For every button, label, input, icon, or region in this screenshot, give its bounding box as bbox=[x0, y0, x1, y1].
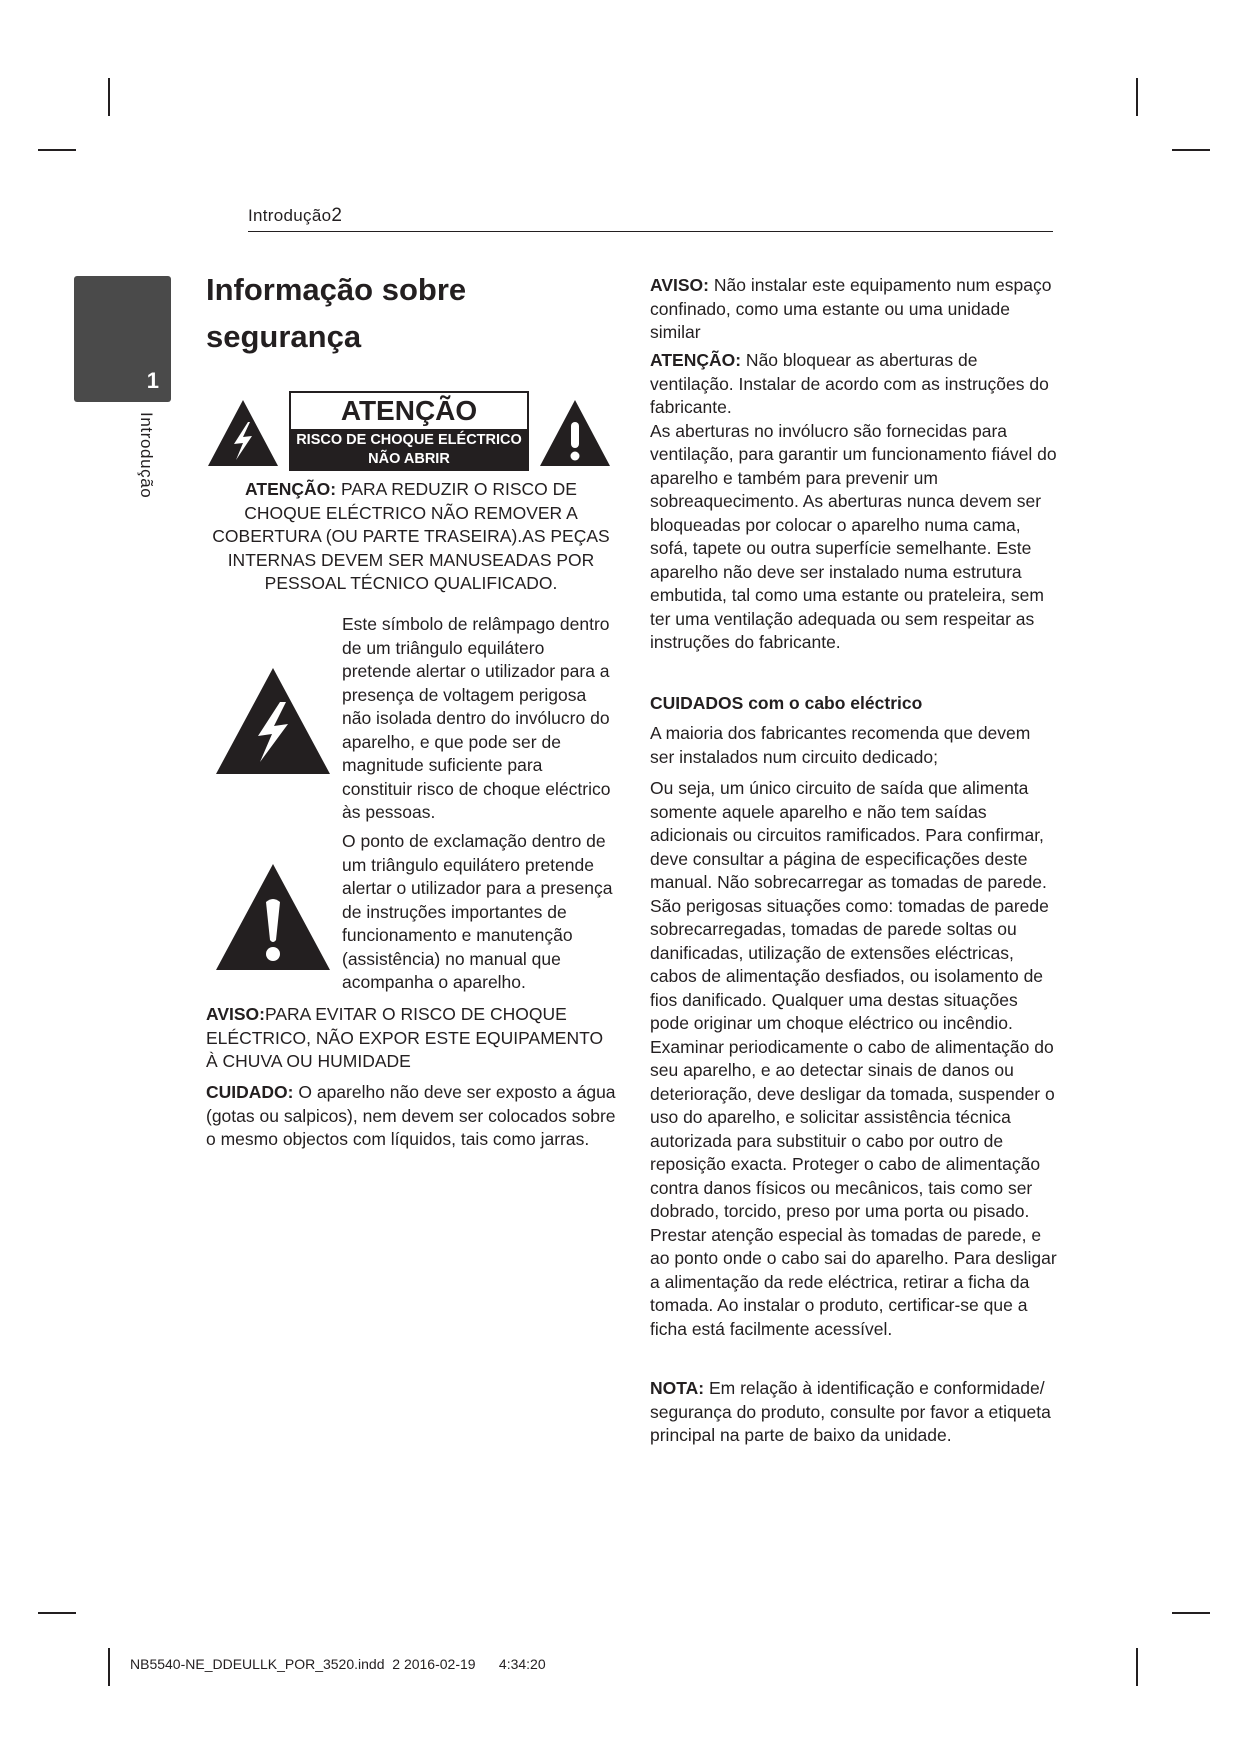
aviso-left-label: AVISO: bbox=[206, 1004, 265, 1024]
caution-main-label: ATENÇÃO: bbox=[245, 479, 337, 499]
lightning-symbol-icon bbox=[214, 666, 332, 776]
exclamation-symbol-text: O ponto de exclamação dentro de um triângulo equilátero pretende alertar o utilizador para a presença de instruções importantes de funcionamento e manutenção (assistência) no manual que acompanha o aparelho. bbox=[342, 831, 613, 992]
chapter-number: 1 bbox=[146, 368, 159, 393]
crop-mark bbox=[1172, 149, 1210, 151]
crop-mark bbox=[1172, 1612, 1210, 1614]
page-number: 2 bbox=[331, 205, 343, 226]
lightning-warning-icon bbox=[206, 398, 280, 468]
right-atencao-label: ATENÇÃO: bbox=[650, 350, 742, 370]
chapter-label: Introdução bbox=[137, 412, 156, 499]
warning-title: ATENÇÃO bbox=[340, 395, 478, 426]
crop-mark bbox=[38, 1612, 76, 1614]
footer-date: 2016-02-19 bbox=[403, 1656, 476, 1672]
crop-mark bbox=[38, 149, 76, 151]
footer-file: NB5540-NE_DDEULLK_POR_3520.indd bbox=[130, 1656, 385, 1672]
crop-mark bbox=[108, 1648, 110, 1686]
cuidado-text: O aparelho não deve ser exposto a água (gotas ou salpicos), nem devem ser colocados sobre o mesmo objectos com líquidos, tais como jarras. bbox=[206, 1082, 616, 1149]
title-line-2: segurança bbox=[206, 319, 362, 354]
footer-slug bbox=[130, 1656, 546, 1672]
cuidados-paragraph-1: A maioria dos fabricantes recomenda que devem ser instalados num circuito dedicado; bbox=[650, 723, 1031, 767]
caution-main-text: PARA REDUZIR O RISCO DE CHOQUE ELÉCTRICO NÃO REMOVER A COBERTURA (OU PARTE TRASEIRA).AS PEÇAS INTERNAS DEVEM SER MANUSEADAS POR PESSOAL TÉCNICO QUALIFICADO. bbox=[212, 479, 610, 593]
right-atencao-text2: As aberturas no invólucro são fornecidas para ventilação, para garantir um funcionamento fiável do aparelho e também para prevenir um sobreaquecimento. As aberturas nunca devem ser bloqueadas por colocar o aparelho numa cama, sofá, tapete ou outra superfície semelhante. Este aparelho não deve ser instalado numa estrutura embutida, tal como uma estante ou prateleira, sem ter uma ventilação adequada ou sem respeitar as instruções do fabricante. bbox=[650, 420, 1057, 652]
chapter-tab bbox=[74, 276, 171, 402]
cuidados-heading: CUIDADOS com o cabo eléctrico bbox=[650, 693, 923, 713]
aviso-left-text: PARA EVITAR O RISCO DE CHOQUE ELÉCTRICO, NÃO EXPOR ESTE EQUIPAMENTO À CHUVA OU HUMIDADE bbox=[206, 1004, 604, 1071]
right-aviso bbox=[650, 274, 1058, 345]
nota-label: NOTA: bbox=[650, 1378, 705, 1398]
warning-line-2: NÃO ABRIR bbox=[368, 451, 450, 467]
nota bbox=[650, 1377, 1058, 1448]
lightning-symbol-text: Este símbolo de relâmpago dentro de um triângulo equilátero pretende alertar o utilizador para a presença de voltagem perigosa não isolada dentro do invólucro do aparelho, e que pode ser de magnitude suficiente para constituir risco de choque eléctrico às pessoas. bbox=[342, 614, 611, 822]
footer-time: 4:34:20 bbox=[498, 1656, 546, 1672]
running-header bbox=[248, 205, 342, 227]
crop-mark bbox=[1136, 78, 1138, 116]
exclamation-symbol-icon bbox=[214, 862, 332, 972]
crop-mark bbox=[1136, 1648, 1138, 1686]
right-aviso-text: Não instalar este equipamento num espaço confinado, como uma estante ou uma unidade similar bbox=[650, 275, 1052, 342]
cuidado-label: CUIDADO: bbox=[206, 1082, 294, 1102]
header-rule bbox=[248, 231, 1053, 232]
right-aviso-label: AVISO: bbox=[650, 275, 709, 295]
header-section: Introdução bbox=[248, 206, 332, 225]
crop-mark bbox=[108, 78, 110, 116]
warning-band bbox=[291, 429, 527, 469]
right-atencao-text: Não bloquear as aberturas de ventilação. Instalar de acordo com as instruções do fabricante. bbox=[650, 350, 1049, 417]
title-line-1: Informação sobre bbox=[206, 272, 467, 307]
right-atencao bbox=[650, 349, 1058, 655]
caution-main bbox=[206, 478, 616, 596]
exclamation-warning-icon bbox=[538, 398, 612, 468]
warning-line-1: RISCO DE CHOQUE ELÉCTRICO bbox=[296, 432, 522, 448]
page-title bbox=[206, 266, 586, 360]
cuidados-paragraph-2: Ou seja, um único circuito de saída que alimenta somente aquele aparelho e não tem saídas adicionais ou circuitos ramificados. Para confirmar, deve consultar a página de especificações deste manual. Não sobrecarregar as tomadas de parede. São perigosas situações como: tomadas de parede sobrecarregadas, tomadas de parede soltas ou danificadas, utilização de extensões eléctricas, cabos de alimentação desfiados, ou isolamento de fios danificado. Qualquer uma destas situações pode originar um choque eléctrico ou incêndio. Examinar periodicamente o cabo de alimentação do seu aparelho, e ao detectar sinais de danos ou deterioração, deve desligar da tomada, suspender o uso do aparelho, e solicitar assistência técnica autorizada para substituir o cabo por outro de reposição exacta. Proteger o cabo de alimentação contra danos físicos ou mecânicos, tais como ser dobrado, torcido, preso por uma porta ou pisado. Prestar atenção especial às tomadas de parede, e ao ponto onde o cabo sai do aparelho. Para desligar a alimentação da rede eléctrica, retirar a ficha da tomada. Ao instalar o produto, certificar-se que a ficha está facilmente acessível. bbox=[650, 778, 1057, 1339]
cuidado bbox=[206, 1081, 616, 1152]
warning-label bbox=[289, 391, 529, 471]
footer-page: 2 bbox=[392, 1656, 401, 1672]
aviso-left bbox=[206, 1003, 616, 1074]
nota-text: Em relação à identificação e conformidade/ segurança do produto, consulte por favor a etiqueta principal na parte de baixo da unidade. bbox=[650, 1378, 1051, 1445]
